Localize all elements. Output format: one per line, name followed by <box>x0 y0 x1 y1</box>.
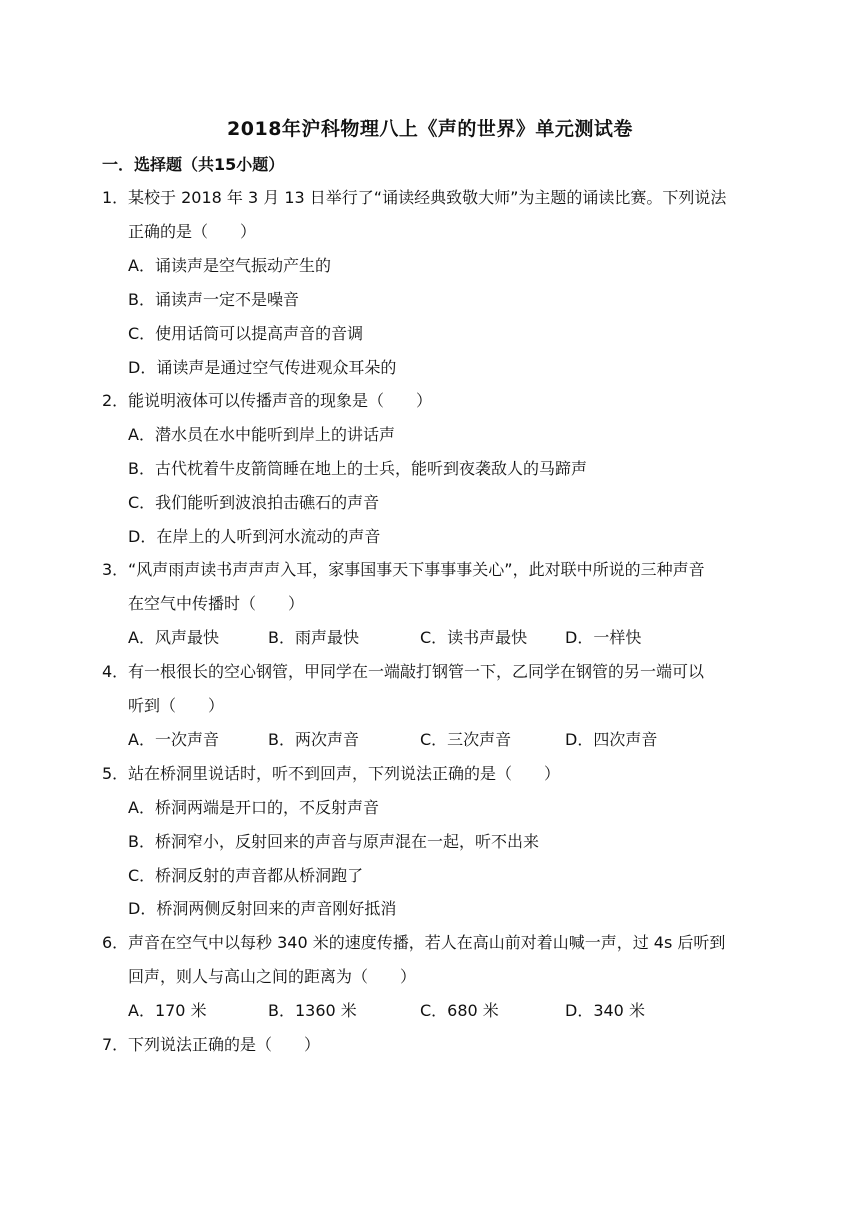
option-d: D．桥洞两侧反射回来的声音刚好抵消 <box>128 899 397 918</box>
option-d: D．诵读声是通过空气传进观众耳朵的 <box>128 358 397 377</box>
question-number: 3． <box>102 560 129 579</box>
option-b: B．雨声最快 <box>268 628 359 647</box>
option-d: D．在岸上的人听到河水流动的声音 <box>128 527 381 546</box>
question-text: 下列说法正确的是（ ） <box>128 1035 321 1054</box>
question-text: 声音在空气中以每秒 340 米的速度传播，若人在高山前对着山喊一声，过 4s 后听到 <box>128 933 726 952</box>
option-d: D．一样快 <box>565 628 642 647</box>
option-c: C．三次声音 <box>420 730 512 749</box>
option-b: B．1360 米 <box>268 1001 357 1020</box>
question-text: 站在桥洞里说话时，听不到回声，下列说法正确的是（ ） <box>128 764 561 783</box>
question-text: 正确的是（ ） <box>128 222 257 241</box>
question-number: 6． <box>102 933 129 952</box>
option-b: B．古代枕着牛皮箭筒睡在地上的士兵，能听到夜袭敌人的马蹄声 <box>128 459 587 478</box>
section-heading: 一．选择题（共15小题） <box>102 155 285 174</box>
option-b: B．诵读声一定不是噪音 <box>128 290 299 309</box>
option-c: C．桥洞反射的声音都从桥洞跑了 <box>128 866 364 885</box>
option-a: A．170 米 <box>128 1001 207 1020</box>
option-d: D．四次声音 <box>565 730 658 749</box>
question-number: 2． <box>102 391 129 410</box>
question-number: 7． <box>102 1035 129 1054</box>
page-title: 2018年沪科物理八上《声的世界》单元测试卷 <box>227 118 633 140</box>
question-text: 能说明液体可以传播声音的现象是（ ） <box>128 391 433 410</box>
option-b: B．桥洞窄小，反射回来的声音与原声混在一起，听不出来 <box>128 832 539 851</box>
option-a: A．桥洞两端是开口的，不反射声音 <box>128 798 379 817</box>
question-text: 某校于 2018 年 3 月 13 日举行了“诵读经典致敬大师”为主题的诵读比赛。下列说法 <box>128 188 727 207</box>
question-number: 1． <box>102 188 129 207</box>
option-a: A．诵读声是空气振动产生的 <box>128 256 331 275</box>
question-text: 听到（ ） <box>128 696 225 715</box>
option-c: C．读书声最快 <box>420 628 528 647</box>
question-text: “风声雨声读书声声声入耳，家事国事天下事事事关心”，此对联中所说的三种声音 <box>128 560 705 579</box>
option-c: C．680 米 <box>420 1001 499 1020</box>
option-c: C．我们能听到波浪拍击礁石的声音 <box>128 493 380 512</box>
option-b: B．两次声音 <box>268 730 359 749</box>
question-text: 有一根很长的空心钢管，甲同学在一端敲打钢管一下，乙同学在钢管的另一端可以 <box>128 662 705 681</box>
option-a: A．风声最快 <box>128 628 219 647</box>
option-c: C．使用话筒可以提高声音的音调 <box>128 324 364 343</box>
question-text: 在空气中传播时（ ） <box>128 594 305 613</box>
option-d: D．340 米 <box>565 1001 645 1020</box>
option-a: A．潜水员在水中能听到岸上的讲话声 <box>128 425 395 444</box>
question-number: 4． <box>102 662 129 681</box>
question-text: 回声，则人与高山之间的距离为（ ） <box>128 967 417 986</box>
option-a: A．一次声音 <box>128 730 219 749</box>
question-number: 5． <box>102 764 129 783</box>
